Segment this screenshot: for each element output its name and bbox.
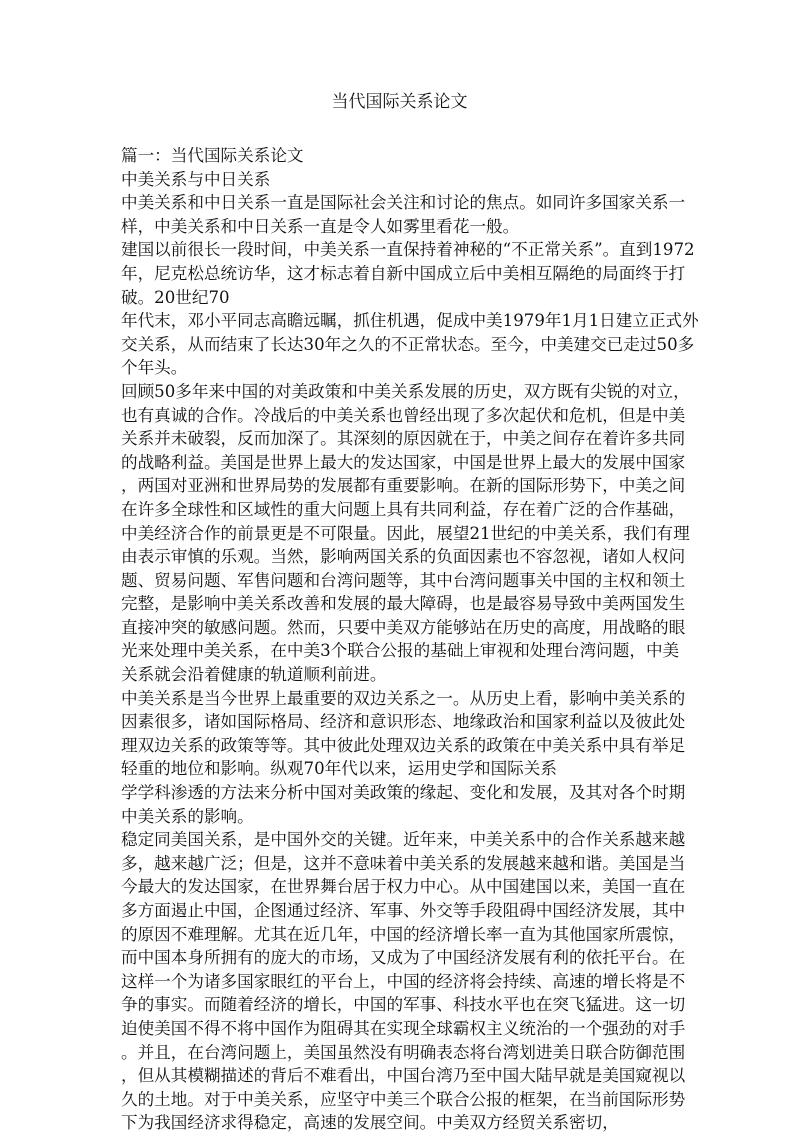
text-line: 在许多全球性和区域性的重大问题上具有共同利益，存在着广泛的合作基础，	[121, 499, 686, 519]
text-line: 中美关系是当今世界上最重要的双边关系之一。从历史上看，影响中美关系的	[121, 688, 686, 708]
text-line: 中美关系与中日关系	[121, 169, 271, 189]
text-line: 久的土地。对于中美关系，应坚守中美三个联合公报的框架，在当前国际形势	[121, 1089, 686, 1109]
text-line: 稳定同美国关系，是中国外交的关键。近年来，中美关系中的合作关系越来越	[121, 830, 686, 850]
text-line: 交关系，从而结束了长达30年之久的不正常状态。至今，中美建交已走过50多	[121, 334, 695, 354]
text-line: 今最大的发达国家，在世界舞台居于权力中心。从中国建国以来，美国一直在	[121, 877, 686, 897]
text-line: 中美关系和中日关系一直是国际社会关注和讨论的焦点。如同许多国家关系一	[121, 193, 686, 213]
document-title: 当代国际关系论文	[331, 92, 468, 112]
text-line: 中美经济合作的前景更是不可限量。因此，展望21世纪的中美关系，我们有理	[121, 523, 690, 543]
text-line: 迫使美国不得不将中国作为阻碍其在实现全球霸权主义统治的一个强劲的对手	[121, 1018, 686, 1038]
text-line: 多，越来越广泛；但是，这并不意味着中美关系的发展越来越和谐。美国是当	[121, 853, 686, 873]
text-line: 关系就会沿着健康的轨道顺利前进。	[121, 665, 387, 685]
text-line: 样，中美关系和中日关系一直是令人如雾里看花一般。	[121, 216, 520, 236]
text-line: 的原因不难理解。尤其在近几年，中国的经济增长率一直为其他国家所震惊，	[121, 924, 686, 944]
text-line: 由表示审慎的乐观。当然，影响两国关系的负面因素也不容忽视，诸如人权问	[121, 547, 686, 567]
text-line: 也有真诚的合作。冷战后的中美关系也曾经出现了多次起伏和危机，但是中美	[121, 405, 686, 425]
text-line: 这样一个为诸多国家眼红的平台上，中国的经济将会持续、高速的增长将是不	[121, 971, 686, 991]
text-line: 关系并未破裂，反而加深了。其深刻的原因就在于，中美之间存在着许多共同	[121, 429, 686, 449]
text-line: 而中国本身所拥有的庞大的市场，又成为了中国经济发展有利的依托平台。在	[121, 948, 686, 968]
text-line: 篇一：当代国际关系论文	[121, 146, 304, 165]
document-body	[121, 144, 699, 1135]
text-line: 破。20世纪70	[121, 287, 230, 307]
text-line: 多方面遏止中国，企图通过经济、军事、外交等手段阻碍中国经济发展，其中	[121, 901, 686, 920]
text-line: 回顾50多年来中国的对美政策和中美关系发展的历史，双方既有尖锐的对立，	[121, 381, 690, 401]
text-line: 建国以前很长一段时间，中美关系一直保持着神秘的“不正常关系”。直到1972	[121, 240, 695, 260]
text-line: 题、贸易问题、军售问题和台湾问题等，其中台湾问题事关中国的主权和领土	[121, 570, 686, 590]
text-line: ，两国对亚洲和世界局势的发展都有重要影响。在新的国际形势下，中美之间	[121, 476, 686, 496]
text-line: 争的事实。而随着经济的增长，中国的军事、科技水平也在突飞猛进。这一切	[121, 995, 686, 1015]
text-line: 完整，是影响中美关系改善和发展的最大障碍，也是最容易导致中美两国发生	[121, 594, 686, 614]
text-line: 。并且，在台湾问题上，美国虽然没有明确表态将台湾划进美日联合防御范围	[121, 1042, 686, 1062]
text-line: ，但从其模糊描述的背后不难看出，中国台湾乃至中国大陆早就是美国窥视以	[121, 1066, 686, 1086]
text-line: 年代末，邓小平同志高瞻远瞩，抓住机遇，促成中美1979年1月1日建立正式外	[121, 311, 699, 331]
text-line: 个年头。	[121, 358, 188, 378]
text-line: 因素很多，诸如国际格局、经济和意识形态、地缘政治和国家利益以及彼此处	[121, 712, 686, 732]
text-line: 直接冲突的敏感问题。然而，只要中美双方能够站在历史的高度，用战略的眼	[121, 617, 686, 637]
text-line: 光来处理中美关系，在中美3个联合公报的基础上审视和处理台湾问题，中美	[121, 641, 680, 661]
text-line: 中美关系的影响。	[121, 806, 254, 826]
text-line: 轻重的地位和影响。纵观70年代以来，运用史学和国际关系	[121, 759, 557, 779]
text-line: 学学科渗透的方法来分析中国对美政策的缘起、变化和发展，及其对各个时期	[121, 783, 686, 803]
text-line: 理双边关系的政策等等。其中彼此处理双边关系的政策在中美关系中具有举足	[121, 735, 686, 755]
text-line: 年，尼克松总统访华，这才标志着自新中国成立后中美相互隔绝的局面终于打	[121, 263, 686, 283]
text-line: 下为我国经济求得稳定，高速的发展空间。中美双方经贸关系密切，	[121, 1113, 619, 1133]
text-line: 的战略利益。美国是世界上最大的发达国家，中国是世界上最大的发展中国家	[121, 452, 686, 472]
